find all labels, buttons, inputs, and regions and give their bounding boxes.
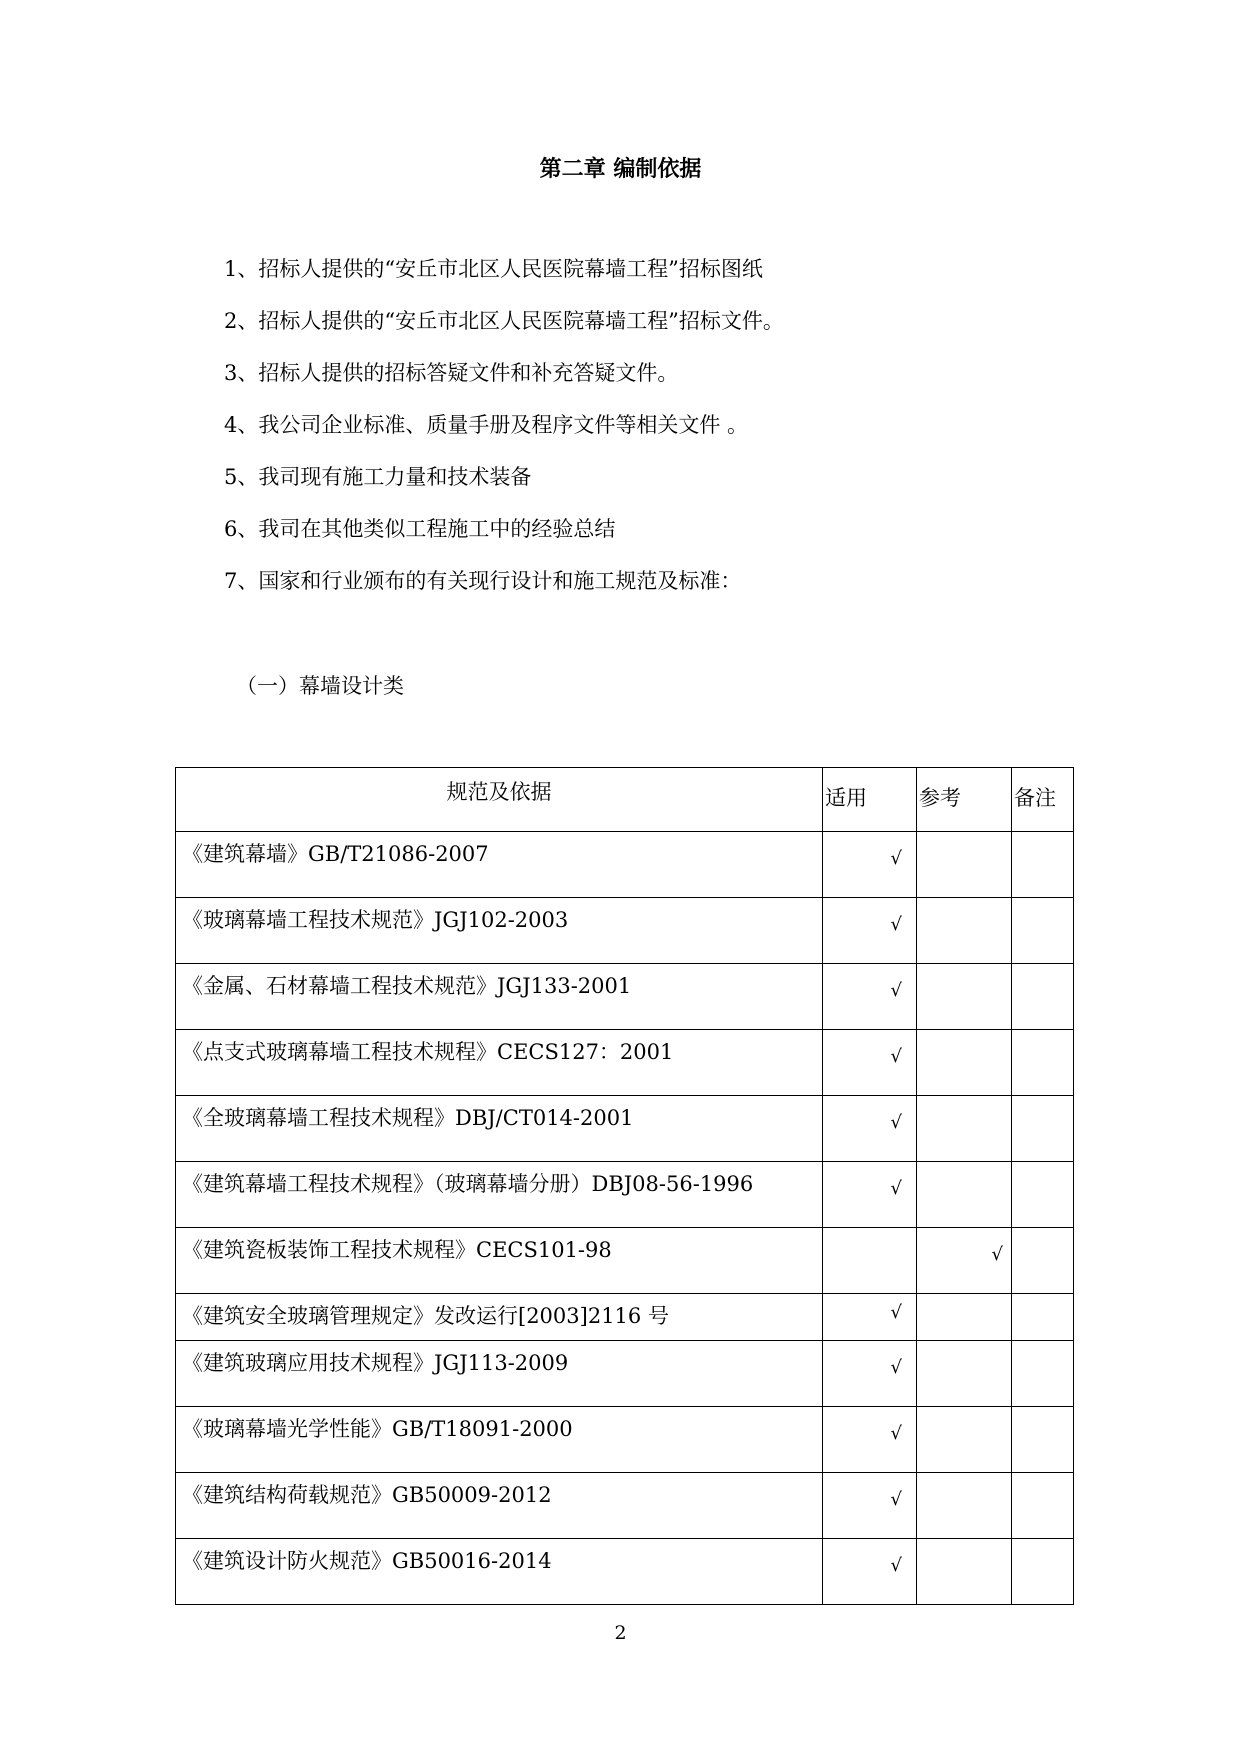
reference-mark: √	[917, 1228, 1012, 1294]
norm-name: 《点支式玻璃幕墙工程技术规程》CECS127：2001	[176, 1030, 823, 1096]
norms-table	[175, 767, 1074, 1605]
section-subheading: （一）幕墙设计类	[236, 674, 404, 698]
reference-mark	[917, 1162, 1012, 1228]
reference-mark	[917, 898, 1012, 964]
reference-mark	[917, 1341, 1012, 1407]
note-cell	[1012, 1030, 1074, 1096]
note-cell	[1012, 1162, 1074, 1228]
table-row	[176, 1539, 1074, 1605]
apply-mark: √	[823, 1030, 917, 1096]
table-row	[176, 1096, 1074, 1162]
norm-name: 《玻璃幕墙工程技术规范》JGJ102-2003	[176, 898, 823, 964]
apply-mark: √	[823, 1473, 917, 1539]
norm-name: 《建筑设计防火规范》GB50016-2014	[176, 1539, 823, 1605]
table-row	[176, 832, 1074, 898]
norm-name: 《玻璃幕墙光学性能》GB/T18091-2000	[176, 1407, 823, 1473]
note-cell	[1012, 1294, 1074, 1341]
basis-item: 5、我司现有施工力量和技术装备	[224, 465, 532, 489]
reference-mark	[917, 832, 1012, 898]
norm-name: 《建筑安全玻璃管理规定》发改运行[2003]2116 号	[176, 1294, 823, 1341]
table-header-row	[176, 768, 1074, 832]
note-cell	[1012, 1407, 1074, 1473]
note-cell	[1012, 1473, 1074, 1539]
apply-mark: √	[823, 832, 917, 898]
basis-item: 4、我公司企业标准、质量手册及程序文件等相关文件 。	[224, 413, 749, 437]
norm-name: 《建筑玻璃应用技术规程》JGJ113-2009	[176, 1341, 823, 1407]
basis-item: 1、招标人提供的“安丘市北区人民医院幕墙工程”招标图纸	[224, 257, 763, 281]
reference-mark	[917, 1030, 1012, 1096]
table-row	[176, 898, 1074, 964]
basis-list	[224, 254, 784, 618]
reference-mark	[917, 1473, 1012, 1539]
reference-mark	[917, 1539, 1012, 1605]
header-note: 备注	[1012, 768, 1074, 832]
apply-mark: √	[823, 1162, 917, 1228]
apply-mark: √	[823, 1407, 917, 1473]
apply-mark	[823, 1228, 917, 1294]
chapter-title: 第二章 编制依据	[539, 157, 702, 182]
norm-name: 《建筑瓷板装饰工程技术规程》CECS101-98	[176, 1228, 823, 1294]
norm-name: 《金属、石材幕墙工程技术规范》JGJ133-2001	[176, 964, 823, 1030]
norm-name: 《建筑幕墙》GB/T21086-2007	[176, 832, 823, 898]
apply-mark: √	[823, 898, 917, 964]
table-row	[176, 1473, 1074, 1539]
table-row	[176, 1407, 1074, 1473]
table-row	[176, 1294, 1074, 1341]
basis-item: 7、国家和行业颁布的有关现行设计和施工规范及标准：	[224, 569, 742, 593]
note-cell	[1012, 1539, 1074, 1605]
apply-mark: √	[823, 964, 917, 1030]
apply-mark: √	[823, 1294, 917, 1341]
reference-mark	[917, 1407, 1012, 1473]
note-cell	[1012, 1096, 1074, 1162]
reference-mark	[917, 1096, 1012, 1162]
table-row	[176, 1030, 1074, 1096]
header-name: 规范及依据	[176, 768, 823, 832]
norm-name: 《建筑幕墙工程技术规程》（玻璃幕墙分册）DBJ08-56-1996	[176, 1162, 823, 1228]
table-row	[176, 1162, 1074, 1228]
table-row	[176, 1341, 1074, 1407]
reference-mark	[917, 964, 1012, 1030]
page-number: 2	[614, 1622, 627, 1644]
table-row	[176, 964, 1074, 1030]
basis-item: 3、招标人提供的招标答疑文件和补充答疑文件。	[224, 361, 679, 385]
note-cell	[1012, 898, 1074, 964]
apply-mark: √	[823, 1539, 917, 1605]
norm-name: 《建筑结构荷载规范》GB50009-2012	[176, 1473, 823, 1539]
basis-item: 2、招标人提供的“安丘市北区人民医院幕墙工程”招标文件。	[224, 309, 784, 333]
apply-mark: √	[823, 1341, 917, 1407]
norm-name: 《全玻璃幕墙工程技术规程》DBJ/CT014-2001	[176, 1096, 823, 1162]
header-apply: 适用	[823, 768, 917, 832]
header-reference: 参考	[917, 768, 1012, 832]
apply-mark: √	[823, 1096, 917, 1162]
reference-mark	[917, 1294, 1012, 1341]
basis-item: 6、我司在其他类似工程施工中的经验总结	[224, 517, 616, 541]
table-row	[176, 1228, 1074, 1294]
note-cell	[1012, 832, 1074, 898]
note-cell	[1012, 1341, 1074, 1407]
note-cell	[1012, 964, 1074, 1030]
note-cell	[1012, 1228, 1074, 1294]
